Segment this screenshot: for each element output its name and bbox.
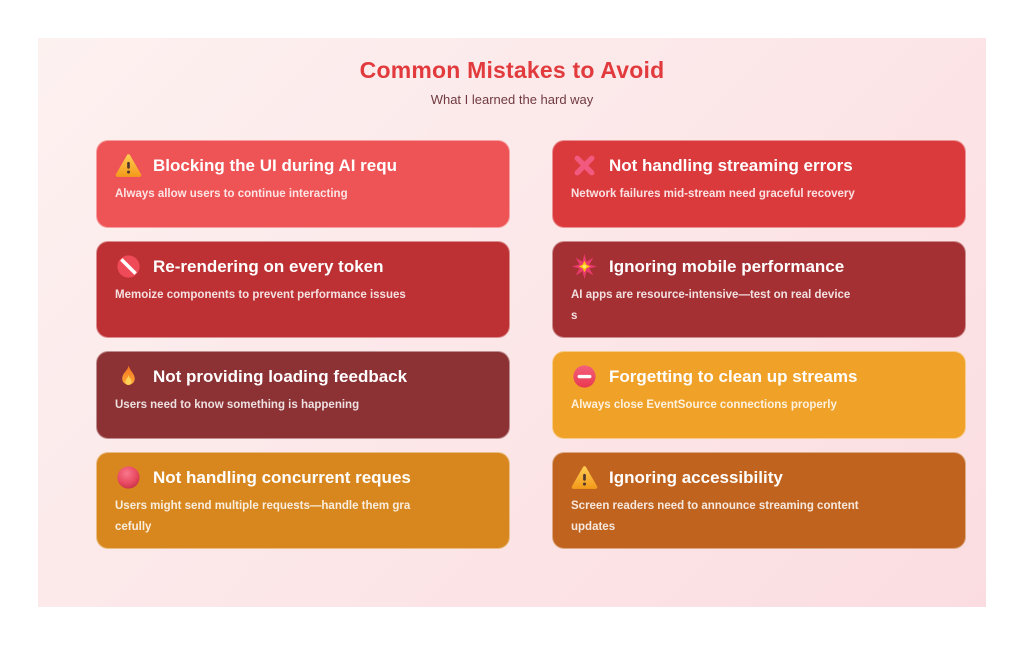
card-head (115, 152, 491, 179)
card-title: Ignoring mobile performance (609, 256, 845, 276)
cross-mark-icon (571, 152, 598, 179)
mistake-card-blocking-ui (96, 140, 510, 228)
card-title: Not handling streaming errors (609, 155, 853, 175)
card-title: Ignoring accessibility (609, 467, 783, 487)
mistake-card-mobile-performance (552, 241, 966, 338)
prohibited-icon (115, 253, 142, 280)
card-head (571, 152, 947, 179)
card-description-line: AI apps are resource-intensive—test on real device (571, 289, 851, 301)
card-description (115, 395, 491, 416)
card-description-line: Always allow users to continue interacting (115, 188, 348, 200)
mistake-card-accessibility (552, 452, 966, 549)
card-title: Forgetting to clean up streams (609, 366, 858, 386)
warning-icon (571, 464, 598, 491)
card-description (115, 184, 491, 205)
page-header (38, 38, 986, 107)
card-title: Blocking the UI during AI requ (153, 155, 397, 175)
page-subtitle: What I learned the hard way (430, 92, 594, 107)
fire-icon (115, 363, 142, 390)
card-head (115, 464, 491, 491)
mistake-card-loading-feedback (96, 351, 510, 439)
card-description (571, 285, 947, 327)
mistake-card-rerendering (96, 241, 510, 338)
card-head (115, 363, 491, 390)
card-description-line: Screen readers need to announce streaming content (571, 500, 859, 512)
card-title: Not providing loading feedback (153, 366, 408, 386)
card-description-line: s (571, 310, 578, 322)
page-title: Common Mistakes to Avoid (359, 57, 665, 83)
card-title: Re-rendering on every token (153, 256, 384, 276)
card-description-line: Always close EventSource connections properly (571, 399, 837, 411)
mistake-card-streaming-errors (552, 140, 966, 228)
card-description-line: Users need to know something is happening (115, 399, 360, 411)
no-entry-icon (571, 363, 598, 390)
card-description (571, 496, 947, 538)
card-head (571, 253, 947, 280)
mistake-card-cleanup-streams (552, 351, 966, 439)
card-description-line: Network failures mid-stream need graceful recovery (571, 188, 855, 200)
card-description (115, 285, 491, 306)
card-description-line: Users might send multiple requests—handle them gra (115, 500, 411, 512)
card-description-line: Memoize components to prevent performance issues (115, 289, 406, 301)
red-circle-icon (115, 464, 142, 491)
mistakes-grid (38, 140, 986, 549)
card-description-line: updates (571, 521, 616, 533)
card-head (115, 253, 491, 280)
card-description (115, 496, 491, 538)
content-panel (38, 38, 986, 607)
card-description-line: cefully (115, 521, 152, 533)
card-description (571, 184, 947, 205)
card-head (571, 363, 947, 390)
card-title: Not handling concurrent reques (153, 467, 411, 487)
warning-icon (115, 152, 142, 179)
collision-icon (571, 253, 598, 280)
mistake-card-concurrent-requests (96, 452, 510, 549)
card-description (571, 395, 947, 416)
card-head (571, 464, 947, 491)
